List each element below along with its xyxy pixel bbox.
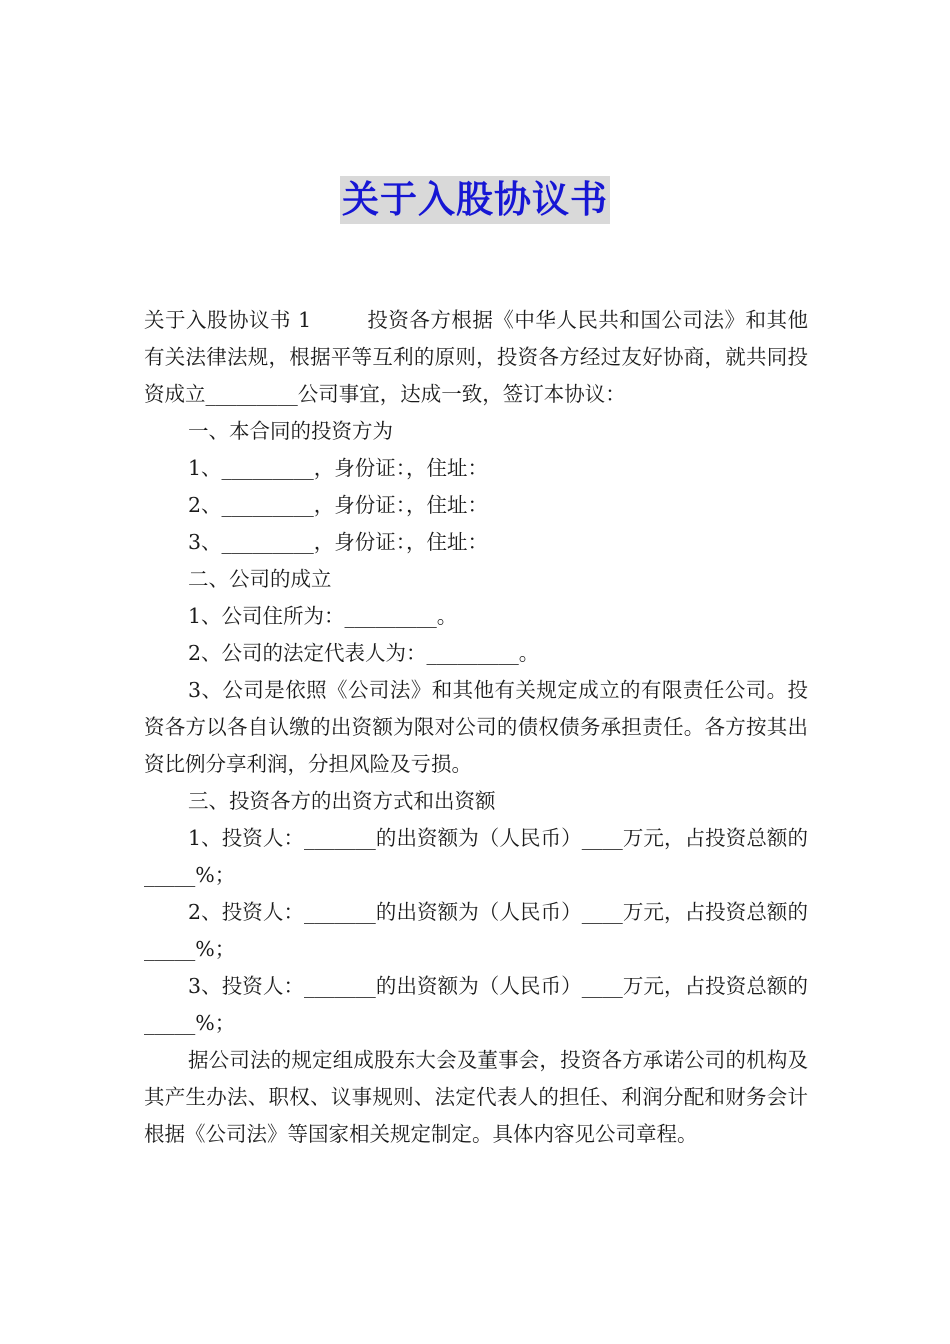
establishment-address: 1、公司住所为：_________。 [188, 604, 458, 628]
paragraph-intro: 关于入股协议书 1 投资各方根据《中华人民共和国公司法》和其他有关法律法规，根据平等互利的原则，投资各方经过友好协商，就共同投资成立_________公司事宜，达成一致，签订本协议： [144, 308, 808, 406]
investor-line-2: 2、_________，身份证：，住址： [188, 493, 489, 517]
contribution-line-2: 2、投资人：_______的出资额为（人民币）____万元，占投资总额的_____%； [144, 900, 808, 961]
section-heading-contribution: 三、投资各方的出资方式和出资额 [188, 789, 496, 813]
contribution-line-3: 3、投资人：_______的出资额为（人民币）____万元，占投资总额的_____%； [144, 974, 808, 1035]
establishment-representative: 2、公司的法定代表人为：_________。 [188, 641, 540, 665]
investor-line-1: 1、_________，身份证：，住址： [188, 456, 489, 480]
investor-line-3: 3、_________，身份证：，住址： [188, 530, 489, 554]
title-container [0, 176, 950, 224]
paragraph-governance: 据公司法的规定组成股东大会及董事会，投资各方承诺公司的机构及其产生办法、职权、议事规则、法定代表人的担任、利润分配和财务会计根据《公司法》等国家相关规定制定。具体内容见公司章程。 [144, 1048, 808, 1146]
document-title: 关于入股协议书 [340, 176, 610, 224]
establishment-liability: 3、公司是依照《公司法》和其他有关规定成立的有限责任公司。投资各方以各自认缴的出资额为限对公司的债权债务承担责任。各方按其出资比例分享利润，分担风险及亏损。 [144, 678, 808, 776]
document-body [144, 302, 808, 1153]
section-heading-investors: 一、本合同的投资方为 [188, 419, 393, 443]
section-heading-establishment: 二、公司的成立 [188, 567, 332, 591]
contribution-line-1: 1、投资人：_______的出资额为（人民币）____万元，占投资总额的_____%； [144, 826, 808, 887]
